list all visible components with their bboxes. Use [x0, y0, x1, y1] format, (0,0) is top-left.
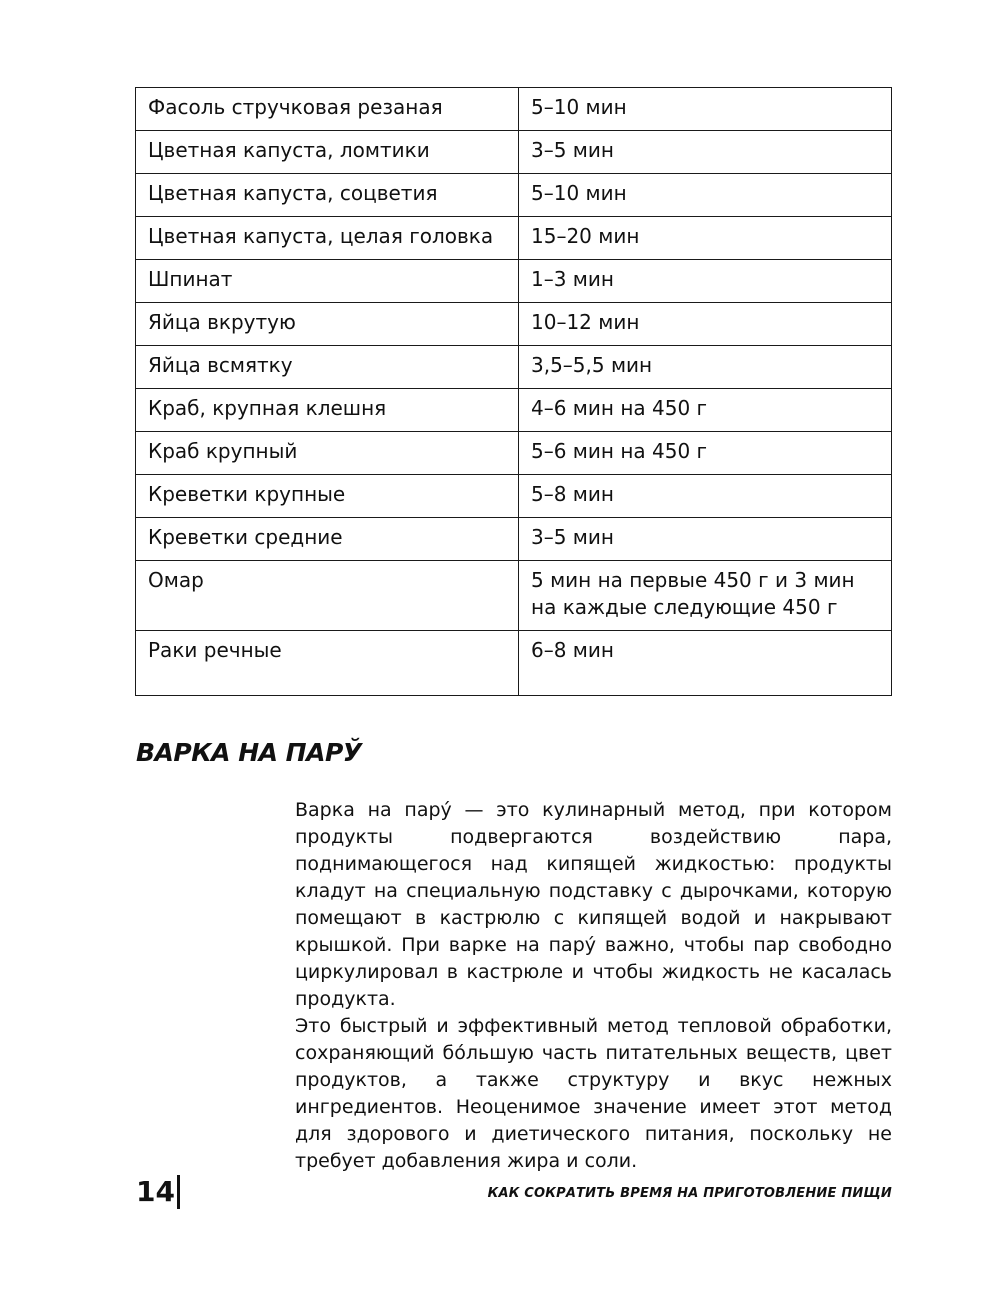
time-cell: 5–10 мин — [519, 88, 892, 131]
page-number: 14 — [136, 1175, 175, 1208]
product-cell: Шпинат — [136, 260, 519, 303]
table-row — [136, 131, 892, 174]
time-cell — [519, 561, 892, 631]
product-cell: Омар — [136, 561, 519, 631]
product-cell: Яйца всмятку — [136, 346, 519, 389]
time-line: на каждые следующие 450 г — [531, 595, 838, 619]
table-row — [136, 518, 892, 561]
time-cell: 5–10 мин — [519, 174, 892, 217]
table-row — [136, 389, 892, 432]
product-cell: Цветная капуста, ломтики — [136, 131, 519, 174]
time-cell: 3–5 мин — [519, 518, 892, 561]
product-cell: Краб, крупная клешня — [136, 389, 519, 432]
table-row — [136, 432, 892, 475]
product-cell: Цветная капуста, целая головка — [136, 217, 519, 260]
table-row — [136, 631, 892, 696]
section-heading: ВАРКА НА ПАРЎ — [136, 738, 362, 767]
time-cell: 4–6 мин на 450 г — [519, 389, 892, 432]
time-cell: 1–3 мин — [519, 260, 892, 303]
table-row — [136, 260, 892, 303]
paragraph: Варка на парý — это кулинарный метод, при котором продукты подвергаются воздействию пара, поднимающегося над кипящей жидкостью: продукты кладут на специальную подставку с дырочками, которую помещают в кастрюлю с кипящей водой и накрывают крышкой. При варке на парý важно, чтобы пар свободно циркулировал в кастрюле и чтобы жидкость не касалась продукта. — [295, 799, 892, 1010]
product-cell: Яйца вкрутую — [136, 303, 519, 346]
table-row — [136, 174, 892, 217]
product-cell: Фасоль стручковая резаная — [136, 88, 519, 131]
product-cell: Цветная капуста, соцветия — [136, 174, 519, 217]
product-cell: Краб крупный — [136, 432, 519, 475]
running-title: КАК СОКРАТИТЬ ВРЕМЯ НА ПРИГОТОВЛЕНИЕ ПИЩИ — [487, 1186, 892, 1201]
table-row — [136, 88, 892, 131]
time-cell: 10–12 мин — [519, 303, 892, 346]
paragraph: Это быстрый и эффективный метод тепловой обработки, сохраняющий бóльшую часть питательных веществ, цвет продуктов, а также структуру и вкус нежных ингредиентов. Неоценимое значение имеет этот метод для здорового и диетического питания, поскольку не требует добавления жира и соли. — [295, 1015, 892, 1172]
table-row — [136, 217, 892, 260]
table-row — [136, 303, 892, 346]
time-cell: 3–5 мин — [519, 131, 892, 174]
time-cell: 3,5–5,5 мин — [519, 346, 892, 389]
product-cell: Креветки крупные — [136, 475, 519, 518]
product-cell: Раки речные — [136, 631, 519, 696]
time-line: 5 мин на первые 450 г и 3 мин — [531, 568, 855, 592]
section-body — [295, 797, 892, 1175]
time-cell: 6–8 мин — [519, 631, 892, 696]
table-row — [136, 346, 892, 389]
table-row — [136, 561, 892, 631]
time-cell: 15–20 мин — [519, 217, 892, 260]
table-row — [136, 475, 892, 518]
steaming-time-table — [135, 87, 892, 696]
footer-divider — [177, 1175, 180, 1209]
time-cell: 5–6 мин на 450 г — [519, 432, 892, 475]
time-cell: 5–8 мин — [519, 475, 892, 518]
product-cell: Креветки средние — [136, 518, 519, 561]
